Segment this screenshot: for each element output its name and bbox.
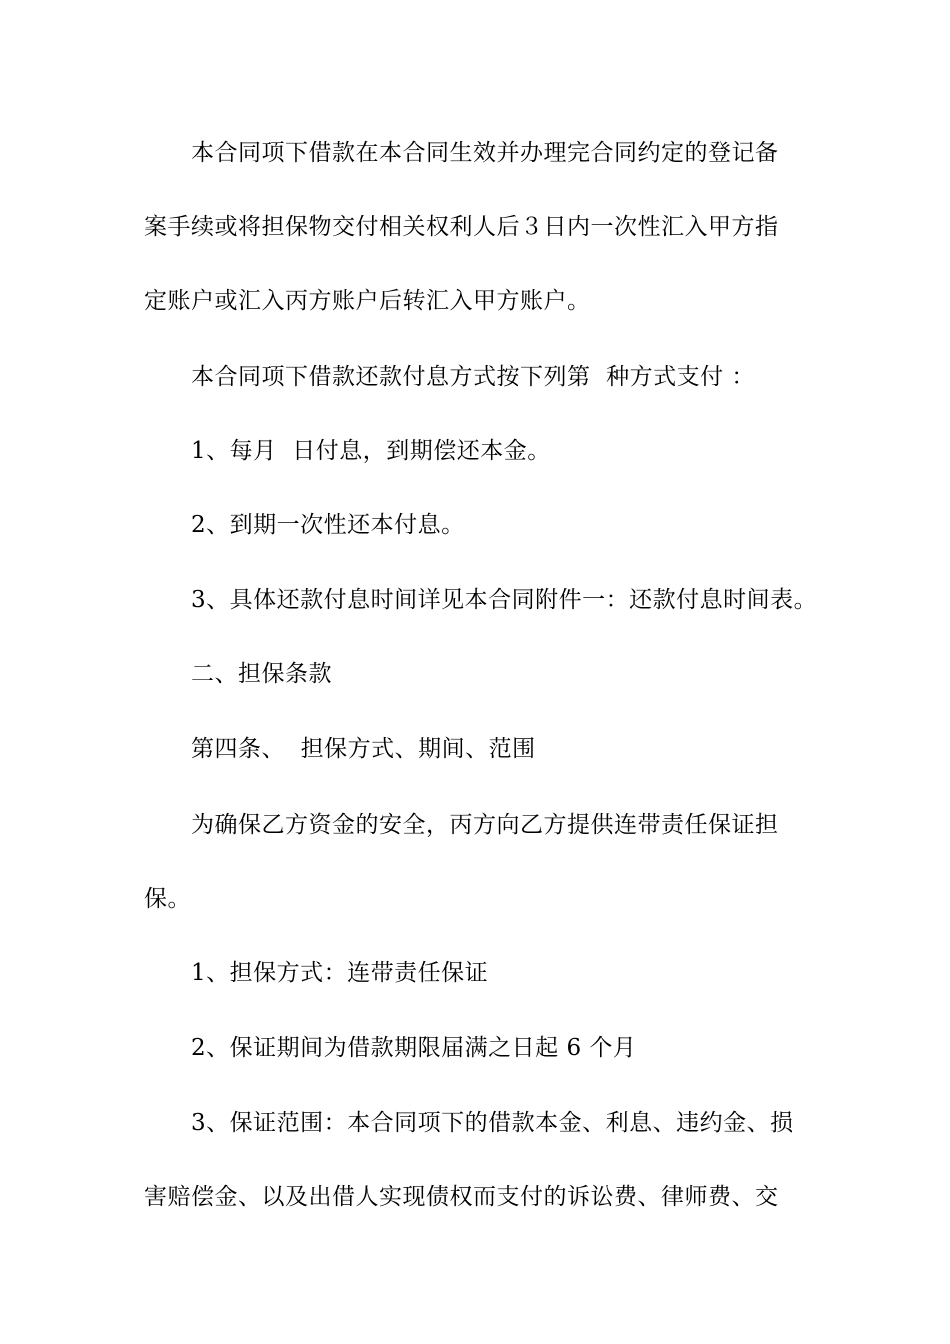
guarantee-item-1: 1、担保方式：连带责任保证: [191, 960, 489, 986]
paragraph-line-5: 为确保乙方资金的安全，丙方向乙方提供连带责任保证担: [191, 812, 779, 838]
paragraph-line-2: 案手续或将担保物交付相关权利人后３日内一次性汇入甲方指: [144, 214, 779, 240]
paragraph-line-7: 害赔偿金、以及出借人实现债权而支付的诉讼费、律师费、交: [144, 1184, 779, 1210]
list-item-1: 1、每月 日付息，到期偿还本金。: [191, 438, 551, 464]
list-item-2: 2、到期一次性还本付息。: [191, 512, 465, 538]
list-item-3: 3、具体还款付息时间详见本合同附件一：还款付息时间表。: [191, 587, 818, 613]
paragraph-line-6: 保。: [144, 886, 191, 912]
paragraph-line-1: 本合同项下借款在本合同生效并办理完合同约定的登记备: [191, 140, 779, 166]
section-heading: 二、担保条款: [191, 661, 332, 687]
guarantee-item-2: 2、保证期间为借款期限届满之日起 6 个月: [191, 1035, 637, 1061]
paragraph-line-3: 定账户或汇入丙方账户后转汇入甲方账户。: [144, 288, 591, 314]
guarantee-item-3: 3、保证范围：本合同项下的借款本金、利息、违约金、损: [191, 1110, 794, 1136]
article-heading: 第四条、 担保方式、期间、范围: [191, 736, 536, 762]
paragraph-line-4: 本合同项下借款还款付息方式按下列第 种方式支付 ：: [191, 364, 755, 390]
